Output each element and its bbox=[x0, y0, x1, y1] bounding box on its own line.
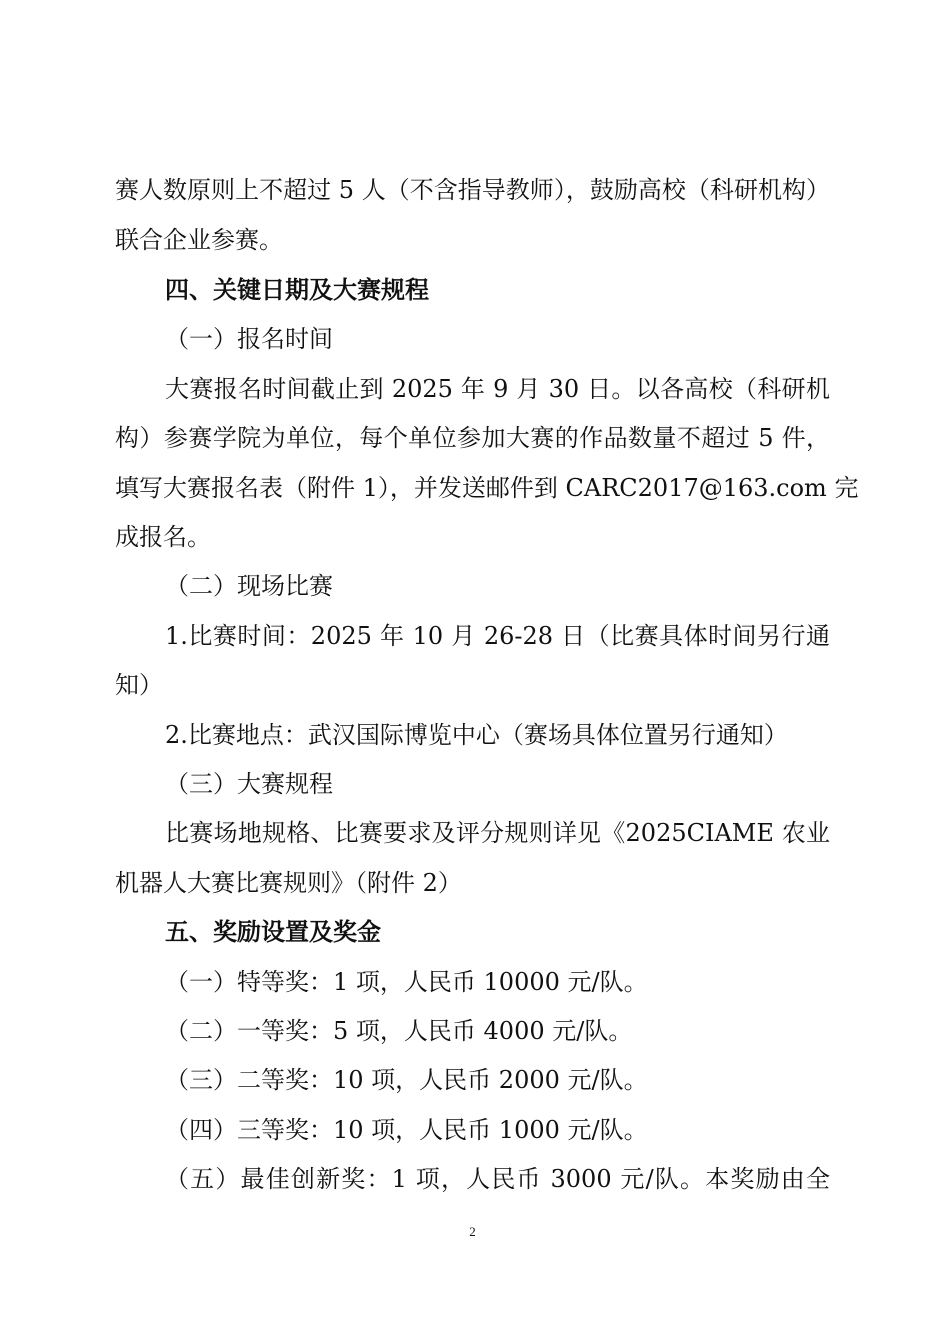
paragraph-line: 构）参赛学院为单位，每个单位参加大赛的作品数量不超过 5 件， bbox=[115, 424, 830, 452]
paragraph-line: 机器人大赛比赛规则》（附件 2） bbox=[115, 869, 462, 897]
paragraph-line: 比赛场地规格、比赛要求及评分规则详见《2025CIAME 农业 bbox=[165, 819, 830, 847]
paragraph-line: 成报名。 bbox=[115, 523, 211, 551]
award-line: （三）二等奖：10 项，人民币 2000 元/队。 bbox=[165, 1066, 648, 1094]
paragraph-line: 联合企业参赛。 bbox=[115, 226, 283, 254]
subsection-heading: （二）现场比赛 bbox=[165, 572, 333, 600]
section-heading: 五、奖励设置及奖金 bbox=[165, 918, 381, 946]
subsection-heading: （一）报名时间 bbox=[165, 325, 333, 353]
page-number: 2 bbox=[469, 1224, 476, 1239]
section-heading: 四、关键日期及大赛规程 bbox=[165, 276, 429, 304]
paragraph-line: 赛人数原则上不超过 5 人（不含指导教师），鼓励高校（科研机构） bbox=[115, 176, 830, 204]
paragraph-line: 填写大赛报名表（附件 1），并发送邮件到 CARC2017@163.com 完 bbox=[115, 474, 859, 502]
subsection-heading: （三）大赛规程 bbox=[165, 770, 333, 798]
paragraph-line: 1.比赛时间：2025 年 10 月 26-28 日（比赛具体时间另行通 bbox=[165, 622, 830, 650]
paragraph-line: 知） bbox=[115, 671, 163, 699]
paragraph-line: 大赛报名时间截止到 2025 年 9 月 30 日。以各高校（科研机 bbox=[165, 375, 830, 403]
award-line: （五）最佳创新奖：1 项，人民币 3000 元/队。本奖励由全 bbox=[165, 1165, 830, 1193]
award-line: （二）一等奖：5 项，人民币 4000 元/队。 bbox=[165, 1017, 633, 1045]
paragraph-line: 2.比赛地点：武汉国际博览中心（赛场具体位置另行通知） bbox=[165, 721, 788, 749]
award-line: （一）特等奖：1 项，人民币 10000 元/队。 bbox=[165, 968, 648, 996]
award-line: （四）三等奖：10 项，人民币 1000 元/队。 bbox=[165, 1116, 648, 1144]
